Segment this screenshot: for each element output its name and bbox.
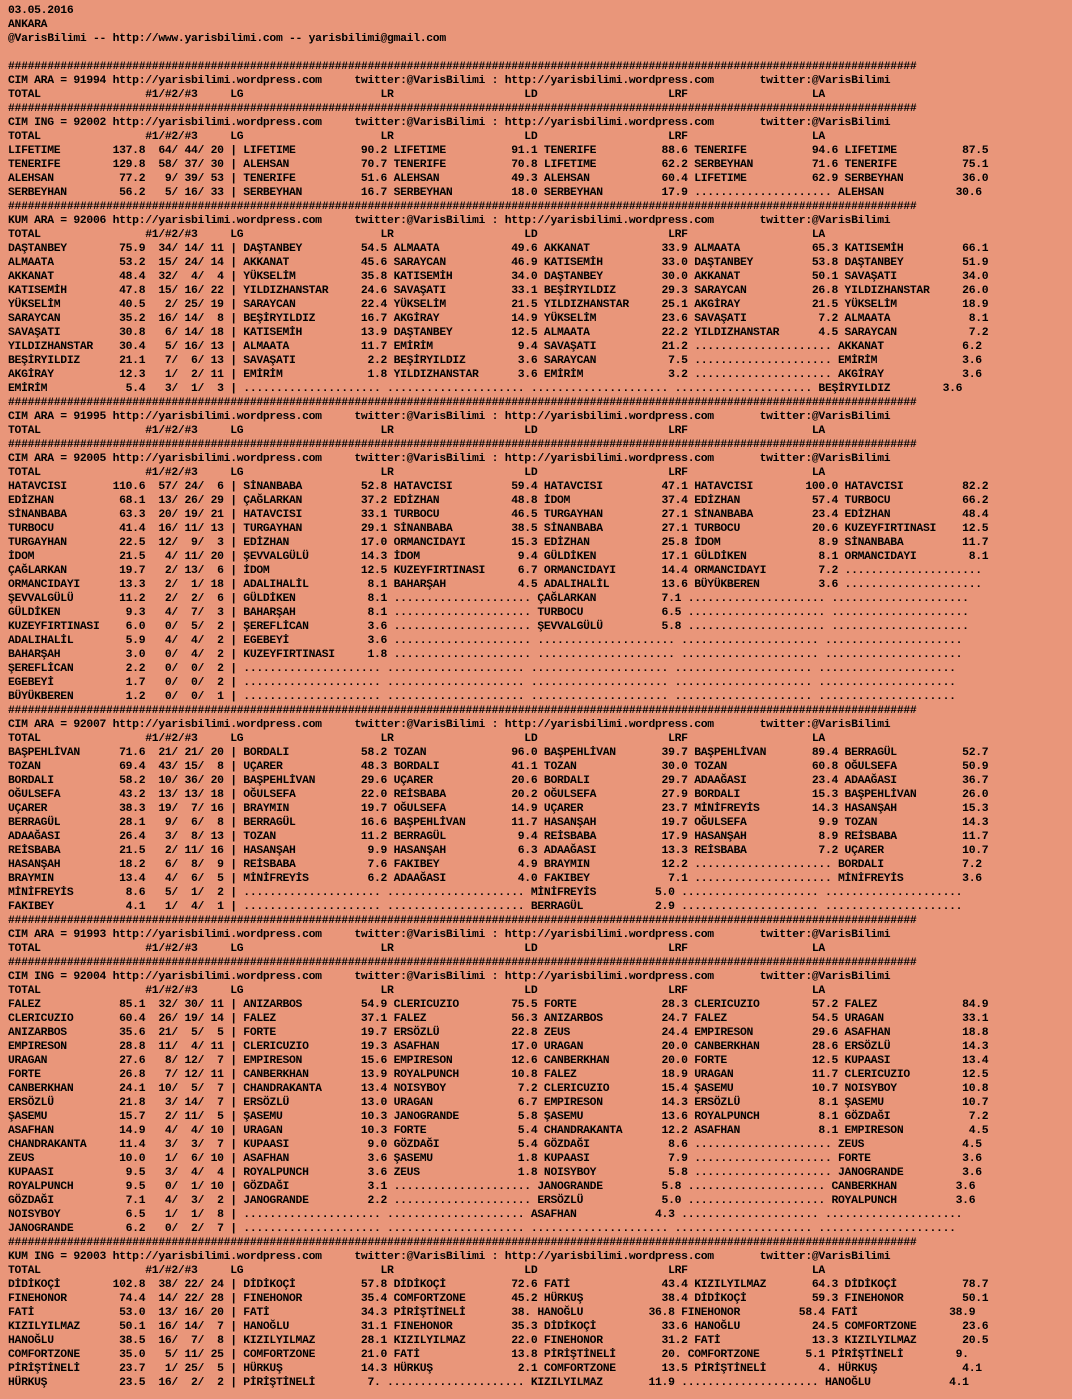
result-row: İDOM 21.5 4/ 11/ 20 | ŞEVVALGÜLÜ 14.3 İDOM 9.4 GÜLDİKEN 17.1 GÜLDİKEN 8.1 ORMANCIDAYI 8.1 bbox=[8, 551, 989, 563]
column-header-line: TOTAL #1/#2/#3 LG LR LD LRF LA bbox=[8, 985, 825, 997]
result-row: SARAYCAN 35.2 16/ 14/ 8 | BEŞİRYILDIZ 16.7 AKGİRAY 14.9 YÜKSELİM 23.6 SAVAŞATI 7.2 ALMAATA 8.1 bbox=[8, 313, 989, 325]
result-row: ASAFHAN 14.9 4/ 4/ 10 | URAGAN 10.3 FORTE 5.4 CHANDRAKANTA 12.2 ASAFHAN 8.1 EMPIRESON 4.5 bbox=[8, 1125, 989, 1137]
result-row: ALMAATA 53.2 15/ 24/ 14 | AKKANAT 45.6 SARAYCAN 46.9 KATISEMİH 33.0 DAŞTANBEY 53.8 DAŞTANBEY 51.9 bbox=[8, 257, 989, 269]
result-row: HANOĞLU 38.5 16/ 7/ 8 | KIZILYILMAZ 28.1 KIZILYILMAZ 22.0 FINEHONOR 31.2 FATİ 13.3 KIZILYILMAZ 20.5 bbox=[8, 1335, 989, 1347]
separator-line: ########################################################################################################################################### bbox=[8, 705, 917, 717]
race-header-line: CIM ARA = 92005 http://yarisbilimi.wordpress.com twitter:@VarisBilimi : http://yarisbilimi.wordpress.com twitter:@VarisBilimi bbox=[8, 453, 891, 465]
result-row: FATİ 53.0 13/ 16/ 20 | FATİ 34.3 PİRİŞTİNELİ 38. HANOĞLU 36.8 FINEHONOR 58.4 FATİ 38.9 bbox=[8, 1307, 976, 1319]
blank-line bbox=[8, 46, 988, 60]
column-header-line: TOTAL #1/#2/#3 LG LR LD LRF LA bbox=[8, 467, 825, 479]
race-header-line: CIM ARA = 91995 http://yarisbilimi.wordpress.com twitter:@VarisBilimi : http://yarisbilimi.wordpress.com twitter:@VarisBilimi bbox=[8, 411, 891, 423]
result-row: YÜKSELİM 40.5 2/ 25/ 19 | SARAYCAN 22.4 YÜKSELİM 21.5 YILDIZHANSTAR 25.1 AKGİRAY 21.5 YÜKSELİM 18.9 bbox=[8, 299, 989, 311]
result-row: HASANŞAH 18.2 6/ 8/ 9 | REİSBABA 7.6 FAKIBEY 4.9 BRAYMIN 12.2 ..................... BORDALI 7.2 bbox=[8, 859, 982, 871]
result-row: SERBEYHAN 56.2 5/ 16/ 33 | SERBEYHAN 16.7 SERBEYHAN 18.0 SERBEYHAN 17.9 ..................... ALEHSAN 30.6 bbox=[8, 187, 982, 199]
result-row: AKGİRAY 12.3 1/ 2/ 11 | EMİRİM 1.8 YILDIZHANSTAR 3.6 EMİRİM 3.2 ..................... AKGİRAY 3.6 bbox=[8, 369, 982, 381]
result-row: COMFORTZONE 35.0 5/ 11/ 25 | COMFORTZONE 21.0 FATİ 13.8 PİRİŞTİNELİ 20. COMFORTZONE 5.1 PİRİŞTİNELİ 9. bbox=[8, 1349, 969, 1361]
column-header-line: TOTAL #1/#2/#3 LG LR LD LRF LA bbox=[8, 229, 825, 241]
result-row: SİNANBABA 63.3 20/ 19/ 21 | HATAVCISI 33.1 TURBOCU 46.5 TURGAYHAN 27.1 SİNANBABA 23.4 EDİZHAN 48.4 bbox=[8, 509, 989, 521]
separator-line: ########################################################################################################################################### bbox=[8, 1237, 917, 1249]
column-header-line: TOTAL #1/#2/#3 LG LR LD LRF LA bbox=[8, 131, 825, 143]
result-row: GÜLDİKEN 9.3 4/ 7/ 3 | BAHARŞAH 8.1 ..................... TURBOCU 6.5 ..................... ..................... bbox=[8, 607, 969, 619]
result-row: BAŞPEHLİVAN 71.6 21/ 21/ 20 | BORDALI 58.2 TOZAN 96.0 BAŞPEHLİVAN 39.7 BAŞPEHLİVAN 89.4 BERRAGÜL 52.7 bbox=[8, 747, 989, 759]
result-row: DAŞTANBEY 75.9 34/ 14/ 11 | DAŞTANBEY 54.5 ALMAATA 49.6 AKKANAT 33.9 ALMAATA 65.3 KATISEMİH 66.1 bbox=[8, 243, 989, 255]
result-row: ŞEVVALGÜLÜ 11.2 2/ 2/ 6 | GÜLDİKEN 8.1 ..................... ÇAĞLARKAN 7.1 ..................... ..................... bbox=[8, 593, 969, 605]
result-row: ÇAĞLARKAN 19.7 2/ 13/ 6 | İDOM 12.5 KUZEYFIRTINASI 6.7 ORMANCIDAYI 14.4 ORMANCIDAYI 7.2 ..................... bbox=[8, 565, 982, 577]
result-row: TOZAN 69.4 43/ 15/ 8 | UÇARER 48.3 BORDALI 41.1 TOZAN 30.0 TOZAN 60.8 OĞULSEFA 50.9 bbox=[8, 761, 989, 773]
result-row: CLERICUZIO 60.4 26/ 19/ 14 | FALEZ 37.1 FALEZ 56.3 ANIZARBOS 24.7 FALEZ 54.5 URAGAN 33.1 bbox=[8, 1013, 989, 1025]
result-row: ORMANCIDAYI 13.3 2/ 1/ 18 | ADALIHALİL 8.1 BAHARŞAH 4.5 ADALIHALİL 13.6 BÜYÜKBEREN 3.6 ..................... bbox=[8, 579, 982, 591]
result-row: CANBERKHAN 24.1 10/ 5/ 7 | CHANDRAKANTA 13.4 NOISYBOY 7.2 CLERICUZIO 15.4 ŞASEMU 10.7 NOISYBOY 10.8 bbox=[8, 1083, 989, 1095]
result-row: BERRAGÜL 28.1 9/ 6/ 8 | BERRAGÜL 16.6 BAŞPEHLİVAN 11.7 HASANŞAH 19.7 OĞULSEFA 9.9 TOZAN 14.3 bbox=[8, 817, 989, 829]
race-header-line: CIM ARA = 91994 http://yarisbilimi.wordpress.com twitter:@VarisBilimi : http://yarisbilimi.wordpress.com twitter:@VarisBilimi bbox=[8, 75, 891, 87]
result-row: KUPAASI 9.5 3/ 4/ 4 | ROYALPUNCH 3.6 ZEUS 1.8 NOISYBOY 5.8 ..................... JANOGRANDE 3.6 bbox=[8, 1167, 982, 1179]
result-row: KUZEYFIRTINASI 6.0 0/ 5/ 2 | ŞEREFLİCAN 3.6 ..................... ŞEVVALGÜLÜ 5.8 ..................... ..................... bbox=[8, 621, 969, 633]
result-row: FORTE 26.8 7/ 12/ 11 | CANBERKHAN 13.9 ROYALPUNCH 10.8 FALEZ 18.9 URAGAN 11.7 CLERICUZIO 12.5 bbox=[8, 1069, 989, 1081]
result-row: BAHARŞAH 3.0 0/ 4/ 2 | KUZEYFIRTINASI 1.8 ..................... ..................... ..................... ..................... bbox=[8, 649, 963, 661]
separator-line: ########################################################################################################################################### bbox=[8, 915, 917, 927]
result-row: ZEUS 10.0 1/ 6/ 10 | ASAFHAN 3.6 ŞASEMU 1.8 KUPAASI 7.9 ..................... FORTE 3.6 bbox=[8, 1153, 982, 1165]
column-header-line: TOTAL #1/#2/#3 LG LR LD LRF LA bbox=[8, 943, 825, 955]
race-header-line: KUM ING = 92003 http://yarisbilimi.wordpress.com twitter:@VarisBilimi : http://yarisbilimi.wordpress.com twitter:@VarisBilimi bbox=[8, 1251, 891, 1263]
result-row: ADALIHALİL 5.9 4/ 4/ 2 | EGEBEYİ 3.6 ..................... ..................... ..................... ..................... bbox=[8, 635, 963, 647]
result-row: HATAVCISI 110.6 57/ 24/ 6 | SİNANBABA 52.8 HATAVCISI 59.4 HATAVCISI 47.1 HATAVCISI 100.0 HATAVCISI 82.2 bbox=[8, 481, 989, 493]
separator-line: ########################################################################################################################################### bbox=[8, 439, 917, 451]
result-row: NOISYBOY 6.5 1/ 1/ 8 | ..................... ..................... ASAFHAN 4.3 ..................... ..................... bbox=[8, 1209, 963, 1221]
result-row: KATISEMİH 47.8 15/ 16/ 22 | YILDIZHANSTAR 24.6 SAVAŞATI 33.1 BEŞİRYILDIZ 29.3 SARAYCAN 26.8 YILDIZHANSTAR 26.0 bbox=[8, 285, 989, 297]
column-header-line: TOTAL #1/#2/#3 LG LR LD LRF LA bbox=[8, 89, 825, 101]
result-row: OĞULSEFA 43.2 13/ 13/ 18 | OĞULSEFA 22.0 REİSBABA 20.2 OĞULSEFA 27.9 BORDALI 15.3 BAŞPEHLİVAN 26.0 bbox=[8, 789, 989, 801]
result-row: BEŞİRYILDIZ 21.1 7/ 6/ 13 | SAVAŞATI 2.2 BEŞİRYILDIZ 3.6 SARAYCAN 7.5 ..................... EMİRİM 3.6 bbox=[8, 355, 982, 367]
result-row: HÜRKUŞ 23.5 16/ 2/ 2 | PİRİŞTİNELİ 7. ..................... KIZILYILMAZ 11.9 ..................... HANOĞLU 4.1 bbox=[8, 1377, 969, 1389]
separator-line: ########################################################################################################################################### bbox=[8, 397, 917, 409]
separator-line: ########################################################################################################################################### bbox=[8, 103, 917, 115]
text-line: ANKARA bbox=[8, 19, 48, 31]
result-row: LIFETIME 137.8 64/ 44/ 20 | LIFETIME 90.2 LIFETIME 91.1 TENERIFE 88.6 TENERIFE 94.6 LIFETIME 87.5 bbox=[8, 145, 989, 157]
result-row: ALEHSAN 77.2 9/ 39/ 53 | TENERIFE 51.6 ALEHSAN 49.3 ALEHSAN 60.4 LIFETIME 62.9 SERBEYHAN 36.0 bbox=[8, 173, 989, 185]
race-header-line: CIM ARA = 91993 http://yarisbilimi.wordpress.com twitter:@VarisBilimi : http://yarisbilimi.wordpress.com twitter:@VarisBilimi bbox=[8, 929, 891, 941]
result-row: TURBOCU 41.4 16/ 11/ 13 | TURGAYHAN 29.1 SİNANBABA 38.5 SİNANBABA 27.1 TURBOCU 20.6 KUZEYFIRTINASI 12.5 bbox=[8, 523, 989, 535]
result-row: REİSBABA 21.5 2/ 11/ 16 | HASANŞAH 9.9 HASANŞAH 6.3 ADAAĞASI 13.3 REİSBABA 7.2 UÇARER 10.7 bbox=[8, 845, 989, 857]
text-line: 03.05.2016 bbox=[8, 5, 74, 17]
result-row: EGEBEYİ 1.7 0/ 0/ 2 | ..................... ..................... ..................... ..................... ..................... bbox=[8, 677, 956, 689]
separator-line: ########################################################################################################################################### bbox=[8, 61, 917, 73]
result-row: JANOGRANDE 6.2 0/ 2/ 7 | ..................... ..................... ..................... ..................... ..................... bbox=[8, 1223, 956, 1235]
result-row: YILDIZHANSTAR 30.4 5/ 16/ 13 | ALMAATA 11.7 EMİRİM 9.4 SAVAŞATI 21.2 ..................... AKKANAT 6.2 bbox=[8, 341, 982, 353]
result-row: FAKIBEY 4.1 1/ 4/ 1 | ..................... ..................... BERRAGÜL 2.9 ..................... ..................... bbox=[8, 901, 963, 913]
result-row: PİRİŞTİNELİ 23.7 1/ 25/ 5 | HÜRKUŞ 14.3 HÜRKUŞ 2.1 COMFORTZONE 13.5 PİRİŞTİNELİ 4. HÜRKUŞ 4.1 bbox=[8, 1363, 982, 1375]
result-row: UÇARER 38.3 19/ 7/ 16 | BRAYMIN 19.7 OĞULSEFA 14.9 UÇARER 23.7 MİNİFREYİS 14.3 HASANŞAH 15.3 bbox=[8, 803, 989, 815]
result-row: TURGAYHAN 22.5 12/ 9/ 3 | EDİZHAN 17.0 ORMANCIDAYI 15.3 EDİZHAN 25.8 İDOM 8.9 SİNANBABA 11.7 bbox=[8, 537, 989, 549]
result-row: ŞASEMU 15.7 2/ 11/ 5 | ŞASEMU 10.3 JANOGRANDE 5.8 ŞASEMU 13.6 ROYALPUNCH 8.1 GÖZDAĞI 7.2 bbox=[8, 1111, 989, 1123]
result-row: ERSÖZLÜ 21.8 3/ 14/ 7 | ERSÖZLÜ 13.0 URAGAN 6.7 EMPIRESON 14.3 ERSÖZLÜ 8.1 ŞASEMU 10.7 bbox=[8, 1097, 989, 1109]
separator-line: ########################################################################################################################################### bbox=[8, 201, 917, 213]
result-row: MİNİFREYİS 8.6 5/ 1/ 2 | ..................... ..................... MİNİFREYİS 5.0 ..................... ..................... bbox=[8, 887, 963, 899]
result-row: CHANDRAKANTA 11.4 3/ 3/ 7 | KUPAASI 9.0 GÖZDAĞI 5.4 GÖZDAĞI 8.6 ..................... ZEUS 4.5 bbox=[8, 1139, 982, 1151]
separator-line: ########################################################################################################################################### bbox=[8, 957, 917, 969]
result-row: BORDALI 58.2 10/ 36/ 20 | BAŞPEHLİVAN 29.6 UÇARER 20.6 BORDALI 29.7 ADAAĞASI 23.4 ADAAĞASI 36.7 bbox=[8, 775, 989, 787]
column-header-line: TOTAL #1/#2/#3 LG LR LD LRF LA bbox=[8, 425, 825, 437]
result-row: FINEHONOR 74.4 14/ 22/ 28 | FINEHONOR 35.4 COMFORTZONE 45.2 HÜRKUŞ 38.4 DİDİKOÇİ 59.3 FINEHONOR 50.1 bbox=[8, 1293, 989, 1305]
result-row: ANIZARBOS 35.6 21/ 5/ 5 | FORTE 19.7 ERSÖZLÜ 22.8 ZEUS 24.4 EMPIRESON 29.6 ASAFHAN 18.8 bbox=[8, 1027, 989, 1039]
race-header-line: CIM ARA = 92007 http://yarisbilimi.wordpress.com twitter:@VarisBilimi : http://yarisbilimi.wordpress.com twitter:@VarisBilimi bbox=[8, 719, 891, 731]
result-row: ROYALPUNCH 9.5 0/ 1/ 10 | GÖZDAĞI 3.1 ..................... JANOGRANDE 5.8 ..................... CANBERKHAN 3.6 bbox=[8, 1181, 976, 1193]
result-row: DİDİKOÇİ 102.8 38/ 22/ 24 | DİDİKOÇİ 57.8 DİDİKOÇİ 72.6 FATİ 43.4 KIZILYILMAZ 64.3 DİDİKOÇİ 78.7 bbox=[8, 1279, 989, 1291]
result-row: SAVAŞATI 30.8 6/ 14/ 18 | KATISEMİH 13.9 DAŞTANBEY 12.5 ALMAATA 22.2 YILDIZHANSTAR 4.5 SARAYCAN 7.2 bbox=[8, 327, 989, 339]
result-row: BÜYÜKBEREN 1.2 0/ 0/ 1 | ..................... ..................... ..................... ..................... ..................... bbox=[8, 691, 956, 703]
result-row: EDİZHAN 68.1 13/ 26/ 29 | ÇAĞLARKAN 37.2 EDİZHAN 48.8 İDOM 37.4 EDİZHAN 57.4 TURBOCU 66.2 bbox=[8, 495, 989, 507]
race-header-line: CIM ING = 92004 http://yarisbilimi.wordpress.com twitter:@VarisBilimi : http://yarisbilimi.wordpress.com twitter:@VarisBilimi bbox=[8, 971, 891, 983]
result-row: EMPIRESON 28.8 11/ 4/ 11 | CLERICUZIO 19.3 ASAFHAN 17.0 URAGAN 20.0 CANBERKHAN 28.6 ERSÖZLÜ 14.3 bbox=[8, 1041, 989, 1053]
result-row: AKKANAT 48.4 32/ 4/ 4 | YÜKSELİM 35.8 KATISEMİH 34.0 DAŞTANBEY 30.0 AKKANAT 50.1 SAVAŞATI 34.0 bbox=[8, 271, 989, 283]
result-row: FALEZ 85.1 32/ 30/ 11 | ANIZARBOS 54.9 CLERICUZIO 75.5 FORTE 28.3 CLERICUZIO 57.2 FALEZ 84.9 bbox=[8, 999, 989, 1011]
result-row: EMİRİM 5.4 3/ 1/ 3 | ..................... ..................... ..................... ..................... BEŞİRYILDIZ 3.6 bbox=[8, 383, 963, 395]
race-header-line: KUM ARA = 92006 http://yarisbilimi.wordpress.com twitter:@VarisBilimi : http://yarisbilimi.wordpress.com twitter:@VarisBilimi bbox=[8, 215, 891, 227]
result-row: KIZILYILMAZ 50.1 16/ 14/ 7 | HANOĞLU 31.1 FINEHONOR 35.3 DİDİKOÇİ 33.6 HANOĞLU 24.5 COMFORTZONE 23.6 bbox=[8, 1321, 989, 1333]
column-header-line: TOTAL #1/#2/#3 LG LR LD LRF LA bbox=[8, 733, 825, 745]
result-row: URAGAN 27.6 8/ 12/ 7 | EMPIRESON 15.6 EMPIRESON 12.6 CANBERKHAN 20.0 FORTE 12.5 KUPAASI 13.4 bbox=[8, 1055, 989, 1067]
result-row: BRAYMIN 13.4 4/ 6/ 5 | MİNİFREYİS 6.2 ADAAĞASI 4.0 FAKIBEY 7.1 ..................... MİNİFREYİS 3.6 bbox=[8, 873, 982, 885]
results-text-sheet bbox=[8, 4, 988, 1390]
result-row: GÖZDAĞI 7.1 4/ 3/ 2 | JANOGRANDE 2.2 ..................... ERSÖZLÜ 5.0 ..................... ROYALPUNCH 3.6 bbox=[8, 1195, 976, 1207]
text-line: @VarisBilimi -- http://www.yarisbilimi.com -- yarisbilimi@gmail.com bbox=[8, 33, 446, 45]
result-row: TENERIFE 129.8 58/ 37/ 30 | ALEHSAN 70.7 TENERIFE 70.8 LIFETIME 62.2 SERBEYHAN 71.6 TENERIFE 75.1 bbox=[8, 159, 989, 171]
result-row: ŞEREFLİCAN 2.2 0/ 0/ 2 | ..................... ..................... ..................... ..................... ..................... bbox=[8, 663, 956, 675]
result-row: ADAAĞASI 26.4 3/ 8/ 13 | TOZAN 11.2 BERRAGÜL 9.4 REİSBABA 17.9 HASANŞAH 8.9 REİSBABA 11.7 bbox=[8, 831, 989, 843]
race-header-line: CIM ING = 92002 http://yarisbilimi.wordpress.com twitter:@VarisBilimi : http://yarisbilimi.wordpress.com twitter:@VarisBilimi bbox=[8, 117, 891, 129]
column-header-line: TOTAL #1/#2/#3 LG LR LD LRF LA bbox=[8, 1265, 825, 1277]
